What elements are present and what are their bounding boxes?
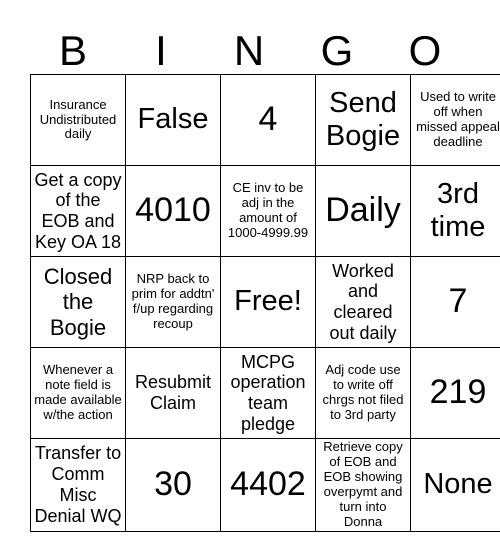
cell-n2[interactable]: CE inv to be adj in the amount of 1000-4999.99	[221, 166, 316, 257]
board-row-2	[31, 166, 500, 257]
cell-b3[interactable]: Closed the Bogie	[31, 257, 126, 348]
board-row-4	[31, 348, 500, 439]
cell-o2[interactable]: 3rd time	[411, 166, 500, 257]
header-letter-n: N	[233, 27, 267, 74]
cell-b2[interactable]: Get a copy of the EOB and Key OA 18	[31, 166, 126, 257]
cell-n3-free[interactable]: Free!	[221, 257, 316, 348]
header-letter-o: O	[408, 27, 444, 74]
cell-b4[interactable]: Whenever a note field is made available w/the action	[31, 348, 126, 439]
cell-i5[interactable]: 30	[126, 439, 221, 532]
bingo-header	[30, 28, 470, 74]
cell-n1[interactable]: 4	[221, 75, 316, 166]
bingo-board	[30, 74, 500, 532]
cell-o1[interactable]: Used to write off when missed appeal deadline	[411, 75, 500, 166]
cell-b5[interactable]: Transfer to Comm Misc Denial WQ	[31, 439, 126, 532]
board-row-3	[31, 257, 500, 348]
cell-g4[interactable]: Adj code use to write off chrgs not filed to 3rd party	[316, 348, 411, 439]
cell-i3[interactable]: NRP back to prim for addtn' f/up regarding recoup	[126, 257, 221, 348]
cell-n4[interactable]: MCPG operation team pledge	[221, 348, 316, 439]
header-letter-b: B	[58, 27, 89, 74]
cell-i4[interactable]: Resubmit Claim	[126, 348, 221, 439]
cell-g2[interactable]: Daily	[316, 166, 411, 257]
cell-n5[interactable]: 4402	[221, 439, 316, 532]
board-row-1	[31, 75, 500, 166]
board-row-5	[31, 439, 500, 532]
cell-g5[interactable]: Retrieve copy of EOB and EOB showing overpymt and turn into Donna	[316, 439, 411, 532]
cell-g3[interactable]: Worked and cleared out daily	[316, 257, 411, 348]
cell-i2[interactable]: 4010	[126, 166, 221, 257]
cell-o4[interactable]: 219	[411, 348, 500, 439]
cell-o3[interactable]: 7	[411, 257, 500, 348]
cell-g1[interactable]: Send Bogie	[316, 75, 411, 166]
cell-b1[interactable]: Insurance Undistributed daily	[31, 75, 126, 166]
header-letter-g: G	[320, 27, 356, 74]
cell-i1[interactable]: False	[126, 75, 221, 166]
cell-o5[interactable]: None	[411, 439, 500, 532]
header-letter-i: I	[155, 27, 169, 74]
